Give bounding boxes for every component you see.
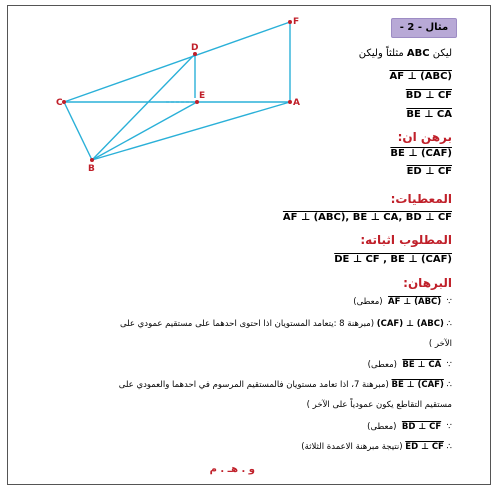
label-C: C: [56, 98, 63, 108]
example-badge: مثال - 2 -: [391, 18, 457, 38]
prove-2: ED ⊥ CF: [406, 166, 452, 177]
given-1: AF ⊥ (ABC): [389, 71, 452, 82]
page: [7, 5, 491, 485]
label-B: B: [88, 164, 95, 174]
givens-line: AF ⊥ (ABC), BE ⊥ CA, BD ⊥ CF: [282, 212, 452, 223]
given-2: BD ⊥ CF: [405, 90, 452, 101]
label-E: E: [199, 91, 206, 101]
label-A: A: [293, 98, 300, 108]
intro-line: ليكن ABC مثلثاً وليكن: [358, 48, 452, 59]
qed: و . هـ . م: [209, 464, 255, 475]
required-heading: المطلوب اثباته:: [360, 233, 452, 247]
proof-step-6: ∴ ED ⊥ CF (نتيجة مبرهنة الاعمدة الثلاثة): [301, 442, 452, 452]
proof-heading: البرهان:: [403, 276, 452, 290]
proof-step-2-cont: الآخر ): [428, 339, 452, 349]
prove-heading: برهن ان:: [397, 130, 452, 144]
prove-1: BE ⊥ (CAF): [390, 148, 452, 159]
givens-heading: المعطيات:: [390, 192, 452, 206]
proof-step-5: ∵ BD ⊥ CF (معطى): [367, 422, 452, 432]
proof-step-1: ∵ AF ⊥ (ABC) (معطى): [353, 297, 452, 307]
proof-step-2: ∴ (CAF) ⊥ (ABC) (مبرهنة 8 :يتعامد المستويان اذا احتوى احدهما على مستقيم عمودي على: [119, 319, 452, 329]
label-D: D: [191, 43, 199, 53]
geometry-figure: [8, 6, 308, 176]
proof-step-3: ∵ BE ⊥ CA (معطى): [367, 360, 452, 370]
given-3: BE ⊥ CA: [406, 109, 452, 120]
proof-step-4-cont: مستقيم التقاطع يكون عمودياً على الآخر ): [306, 400, 452, 410]
proof-step-4: ∴ BE ⊥ (CAF) (مبرهنة 7، اذا تعامد مستويان فالمستقيم المرسوم في احدهما والعمودي على: [118, 380, 452, 390]
label-F: F: [293, 17, 300, 27]
required-line: DE ⊥ CF , BE ⊥ (CAF): [334, 254, 452, 265]
